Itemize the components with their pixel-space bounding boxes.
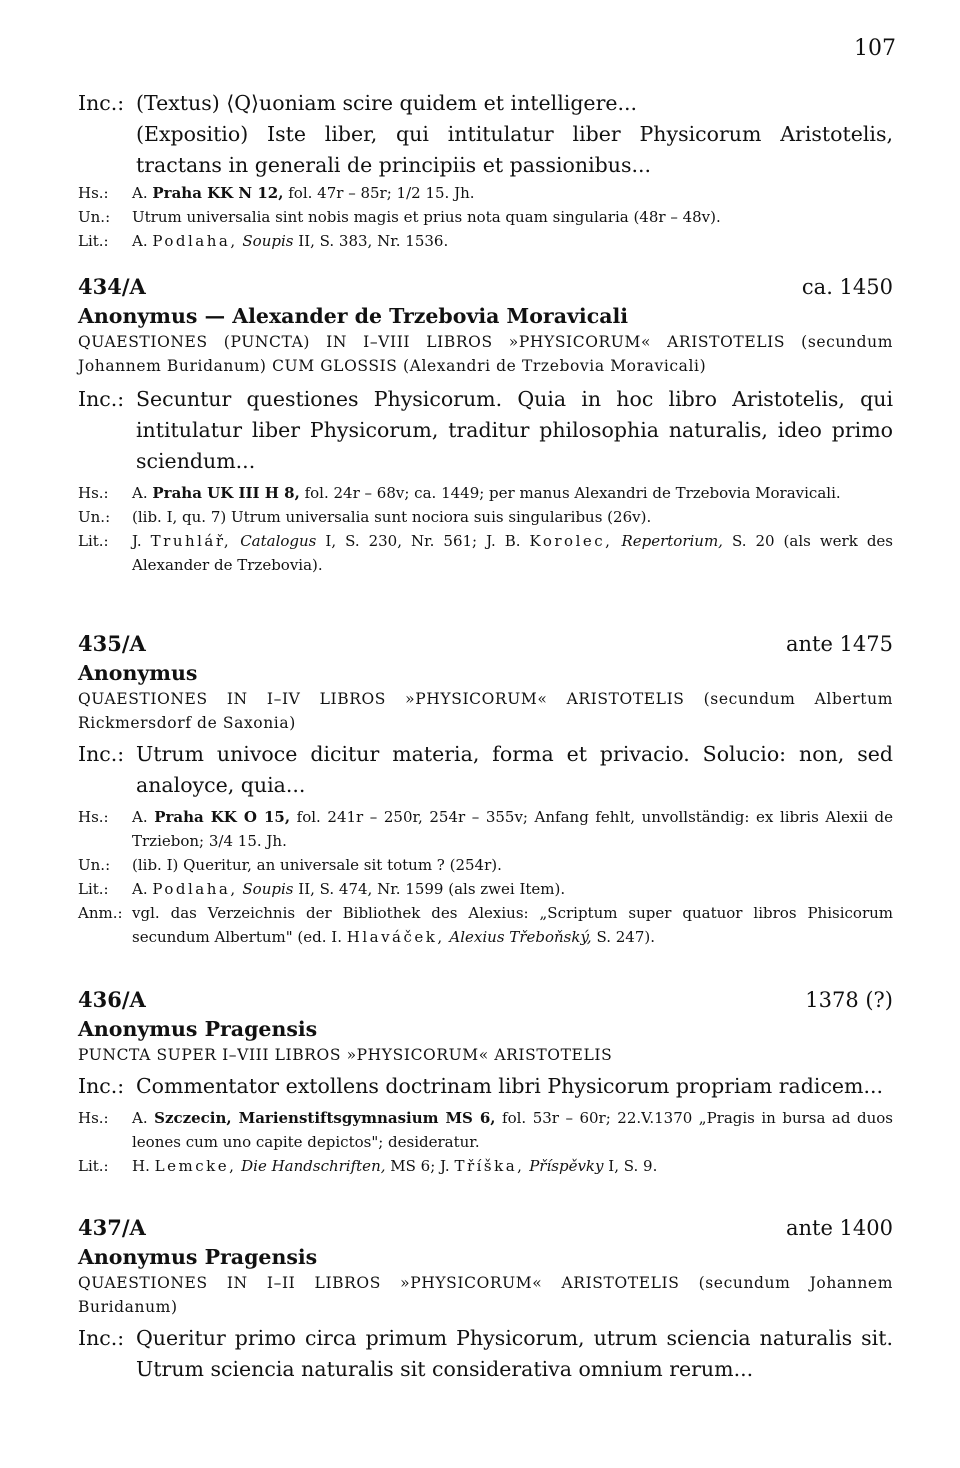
entry-number: 436/A	[78, 987, 146, 1012]
entry-date: ante 1475	[785, 632, 893, 656]
manuscript-shelfmark: Szczecin, Marienstiftsgymnasium MS 6,	[154, 1109, 496, 1127]
incipit-row	[78, 88, 893, 181]
incipit-text: Commentator extollens doctrinam libri Physicorum propriam radicem...	[136, 1074, 884, 1098]
hs-label: Hs.:	[78, 808, 109, 826]
un-label: Un.:	[78, 208, 111, 226]
inc-label: Inc.:	[78, 91, 125, 115]
literature-row: Lit.: J. Truhlář, Catalogus I, S. 230, Nr. 561; J. B. Korolec, Repertorium, S. 20 (als werk des Alexander de Trzebovia).	[78, 529, 893, 577]
entry-date: 1378 (?)	[805, 988, 893, 1012]
entry-435a	[78, 629, 893, 949]
entry-number: 437/A	[78, 1215, 146, 1240]
entry-title: QUAESTIONES IN I–II LIBROS »PHYSICORUM« ARISTOTELIS (secundum Johannem Buridanum)	[78, 1274, 893, 1316]
entry-header	[78, 272, 893, 302]
hs-label: Hs.:	[78, 484, 109, 502]
question-row	[78, 853, 893, 877]
incipit-text: Utrum univoce dicitur materia, forma et privacio. Solucio: non, sed analoyce, quia...	[136, 742, 893, 797]
question-row	[78, 505, 893, 529]
inc-label: Inc.:	[78, 742, 125, 766]
un-label: Un.:	[78, 856, 111, 874]
question-text: (lib. I) Queritur, an universale sit totum ? (254r).	[132, 856, 502, 874]
entry-author: Anonymus Pragensis	[78, 1017, 318, 1041]
question-row	[78, 205, 893, 229]
incipit-textus: (Textus) ⟨Q⟩uoniam scire quidem et intelligere...	[136, 91, 638, 115]
entry-title: PUNCTA SUPER I–VIII LIBROS »PHYSICORUM« ARISTOTELIS	[78, 1046, 613, 1064]
entry-title: QUAESTIONES IN I–IV LIBROS »PHYSICORUM« ARISTOTELIS (secundum Albertum Rickmersdorf de Saxonia)	[78, 690, 893, 732]
incipit-text: Queritur primo circa primum Physicorum, utrum sciencia naturalis sit. Utrum sciencia naturalis sit considerativa omnium rerum...	[136, 1326, 893, 1381]
incipit-row	[78, 1323, 893, 1385]
entry-author: Anonymus	[78, 661, 198, 685]
entry-author: Anonymus — Alexander de Trzebovia Moravicali	[78, 304, 629, 328]
manuscript-shelfmark: Praha KK O 15,	[154, 808, 291, 826]
lit-label: Lit.:	[78, 880, 109, 898]
incipit-row	[78, 739, 893, 801]
literature-row: Lit.: A. Podlaha, Soupis II, S. 383, Nr. 1536.	[78, 229, 893, 253]
entry-continuation	[78, 88, 893, 253]
manuscript-shelfmark: Praha UK III H 8,	[152, 484, 300, 502]
inc-label: Inc.:	[78, 1326, 125, 1350]
entry-header	[78, 1213, 893, 1243]
literature-row: Lit.: A. Podlaha, Soupis II, S. 474, Nr. 1599 (als zwei Item).	[78, 877, 893, 901]
note-row: Anm.: vgl. das Verzeichnis der Bibliothek des Alexius: „Scriptum super quatuor libros Phisicorum secundum Albertum" (ed. I. Hlaváček, Alexius Třeboňský, S. 247).	[78, 901, 893, 949]
entry-title: QUAESTIONES (PUNCTA) IN I–VIII LIBROS »PHYSICORUM« ARISTOTELIS (secundum Johannem Buridanum) CUM GLOSSIS (Alexandri de Trzebovia Moravicali)	[78, 333, 893, 375]
manuscript-row: Hs.: A. Praha KK N 12, fol. 47r – 85r; 1/2 15. Jh.	[78, 181, 893, 205]
entry-header	[78, 985, 893, 1015]
anm-label: Anm.:	[78, 904, 123, 922]
manuscript-row: Hs.: A. Szczecin, Marienstiftsgymnasium MS 6, fol. 53r – 60r; 22.V.1370 „Pragis in bursa ad duos leones cum uno capite depictos"; desideratur.	[78, 1106, 893, 1154]
entry-date: ca. 1450	[801, 275, 893, 299]
entry-header	[78, 629, 893, 659]
entry-number: 435/A	[78, 631, 146, 656]
entry-436a	[78, 985, 893, 1178]
literature-row: Lit.: H. Lemcke, Die Handschriften, MS 6; J. Tříška, Příspěvky I, S. 9.	[78, 1154, 893, 1178]
entry-437a	[78, 1213, 893, 1385]
question-text: (lib. I, qu. 7) Utrum universalia sunt nociora suis singularibus (26v).	[132, 508, 652, 526]
question-text: Utrum universalia sint nobis magis et prius nota quam singularia (48r – 48v).	[132, 208, 721, 226]
lit-author: Podlaha,	[152, 232, 238, 250]
un-label: Un.:	[78, 508, 111, 526]
lit-label: Lit.:	[78, 232, 109, 250]
page-number: 107	[854, 36, 896, 61]
entry-434a	[78, 272, 893, 577]
manuscript-shelfmark: Praha KK N 12,	[152, 184, 284, 202]
manuscript-row: Hs.: A. Praha KK O 15, fol. 241r – 250r, 254r – 355v; Anfang fehlt, unvollständig: ex libris Alexii de Trziebon; 3/4 15. Jh.	[78, 805, 893, 853]
incipit-expositio: (Expositio) Iste liber, qui intitulatur liber Physicorum Aristotelis, tractans in generali de principiis et passionibus...	[136, 122, 893, 177]
incipit-text: Secuntur questiones Physicorum. Quia in hoc libro Aristotelis, qui intitulatur liber Physicorum, traditur philosophia naturalis, ideo primo sciendum...	[136, 387, 893, 473]
hs-label: Hs.:	[78, 184, 109, 202]
lit-work: Soupis	[242, 232, 294, 250]
incipit-row	[78, 1071, 893, 1102]
lit-label: Lit.:	[78, 532, 109, 550]
entry-number: 434/A	[78, 274, 146, 299]
lit-label: Lit.:	[78, 1157, 109, 1175]
incipit-row	[78, 384, 893, 477]
manuscript-row: Hs.: A. Praha UK III H 8, fol. 24r – 68v; ca. 1449; per manus Alexandri de Trzebovia Moravicali.	[78, 481, 893, 505]
inc-label: Inc.:	[78, 1074, 125, 1098]
inc-label: Inc.:	[78, 387, 125, 411]
entry-author: Anonymus Pragensis	[78, 1245, 318, 1269]
hs-label: Hs.:	[78, 1109, 109, 1127]
entry-date: ante 1400	[785, 1216, 893, 1240]
